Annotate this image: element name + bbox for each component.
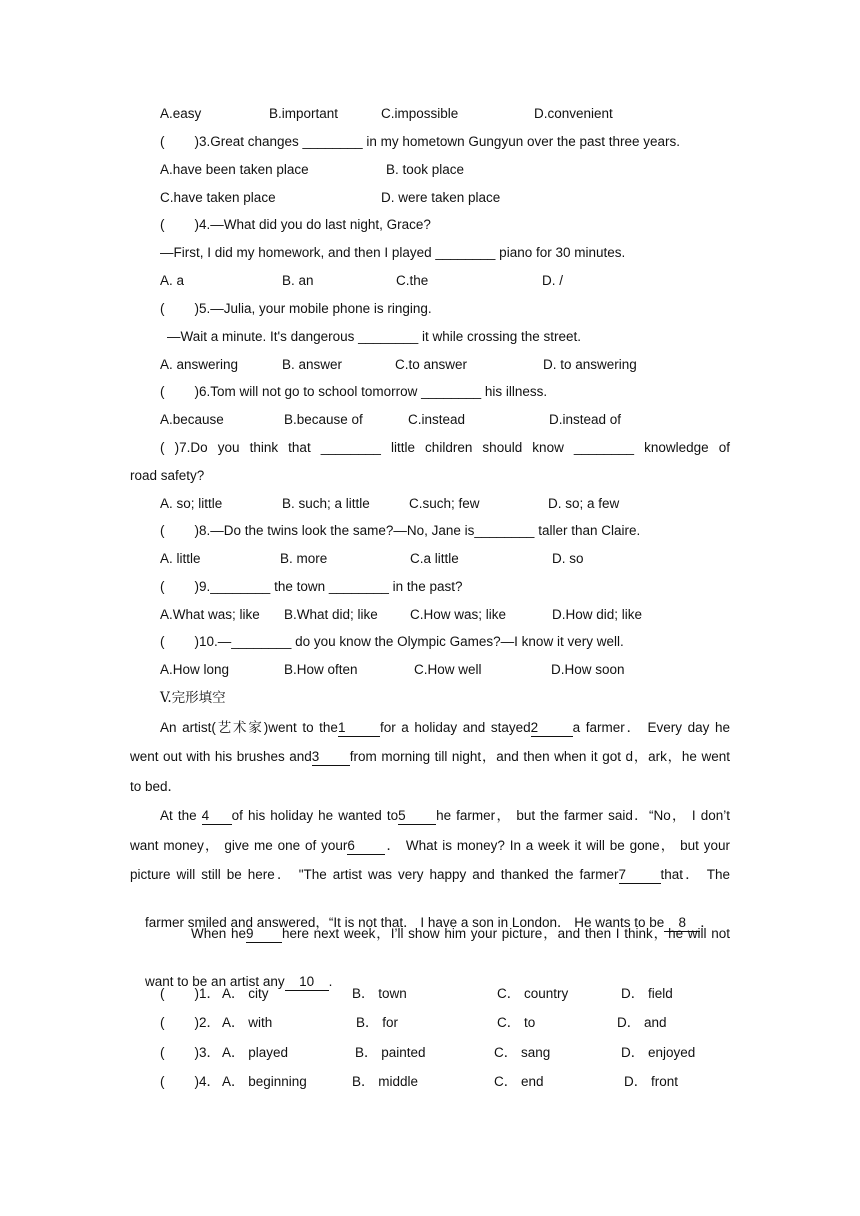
blank-8[interactable]: 8 [664,915,700,932]
blank-2[interactable]: 2 [531,720,573,737]
q10-option-d: D.How soon [551,662,625,677]
q3-option-a: A.have been taken place [160,162,309,177]
cloze-q4-option-a: A． beginning [222,1074,307,1089]
q6-option-b: B.because of [284,412,363,427]
q10-option-b: B.How often [284,662,358,677]
cloze-p1-line3: to bed． [130,779,182,794]
q5-stem-reply: —Wait a minute. It's dangerous ________ it while crossing the street. [167,329,582,344]
q5-stem: ( )5.—Julia, your mobile phone is ringing. [160,301,432,316]
cloze-q3-option-b: B． painted [355,1045,426,1060]
cloze-q1-number: ( )1． [160,986,221,1001]
q5-option-a: A. answering [160,357,239,372]
q6-option-d: D.instead of [549,412,622,427]
q6-stem: ( )6.Tom will not go to school tomorrow ________ his illness. [160,384,548,399]
q7-option-b: B. such; a little [282,496,370,511]
q2-option-d: D.convenient [534,106,613,121]
q8-option-c: C.a little [410,551,459,566]
cloze-q1-option-d: D． field [621,986,673,1001]
q9-option-c: C.How was; like [410,607,507,622]
cloze-q4-number: ( )4． [160,1074,221,1089]
q10-stem: ( )10.—________ do you know the Olympic Games?—I know it very well. [160,634,624,649]
q4-option-b: B. an [282,273,314,288]
cloze-q2-option-c: C． to [497,1015,536,1030]
cloze-q1-option-b: B． town [352,986,407,1001]
blank-4[interactable]: 4 [202,808,232,825]
q9-option-a: A.What was; like [160,607,260,622]
section-heading: V.完形填空 [160,690,226,706]
cloze-q3-option-c: C． sang [494,1045,551,1060]
cloze-q2-option-d: D． and [617,1015,667,1030]
q8-option-d: D. so [552,551,584,566]
q2-option-c: C.impossible [381,106,459,121]
blank-7[interactable]: 7 [619,867,661,884]
cloze-p3-line2: want to be an artist any 10 . [145,974,333,989]
q7-option-c: C.such; few [409,496,480,511]
cloze-q2-option-b: B． for [356,1015,399,1030]
q6-option-a: A.because [160,412,224,427]
blank-10[interactable]: 10 [285,974,329,991]
q9-option-b: B.What did; like [284,607,378,622]
cloze-q4-option-c: C． end [494,1074,544,1089]
q9-stem: ( )9.________ the town ________ in the past? [160,579,463,594]
cloze-p1-line1: An artist(艺术家)went to the1 for a holiday and stayed2 a farmer． Every day he [160,720,730,736]
q8-option-a: A. little [160,551,201,566]
q5-option-c: C.to answer [395,357,468,372]
cloze-p2-line1: At the 4 of his holiday he wanted to5 he farmer， but the farmer said．“No， I don’t [160,808,730,823]
q8-stem: ( )8.—Do the twins look the same?—No, Jane is________ taller than Claire. [160,523,641,538]
cloze-q2-option-a: A． with [222,1015,273,1030]
q2-option-a: A.easy [160,106,202,121]
q7-stem-cont: road safety? [130,468,205,483]
q8-option-b: B. more [280,551,328,566]
q4-option-c: C.the [396,273,429,288]
q10-option-a: A.How long [160,662,230,677]
q10-option-c: C.How well [414,662,482,677]
q7-option-a: A. so; little [160,496,223,511]
q7-stem: ( )7.Do you think that ________ little children should know ________ knowledge of [160,440,730,455]
blank-9[interactable]: 9 [246,926,282,943]
cloze-p2-line3: picture will still be here． "The artist was very happy and thanked the farmer7 that． The [130,867,731,882]
blank-1[interactable]: 1 [338,720,380,737]
q5-option-d: D. to answering [543,357,637,372]
q3-stem: ( )3.Great changes ________ in my hometown Gungyun over the past three years. [160,134,681,149]
q6-option-c: C.instead [408,412,466,427]
q3-option-c: C.have taken place [160,190,276,205]
blank-5[interactable]: 5 [398,808,436,825]
cloze-q1-option-c: C． country [497,986,569,1001]
q4-stem: ( )4.—What did you do last night, Grace? [160,217,431,232]
q3-option-d: D. were taken place [381,190,501,205]
cloze-q1-option-a: A． city [222,986,269,1001]
cloze-p2-line2: want money， give me one of your6 ． What is money? In a week it will be gone， but your [130,838,730,853]
q4-option-a: A. a [160,273,185,288]
blank-6[interactable]: 6 [347,838,385,855]
cloze-q4-option-b: B． middle [352,1074,419,1089]
blank-3[interactable]: 3 [312,749,350,766]
q4-option-d: D. / [542,273,564,288]
q2-option-b: B.important [269,106,339,121]
cloze-q3-option-d: D． enjoyed [621,1045,696,1060]
cloze-p1-line2: went out with his brushes and3 from morning till night，and then when it got d，ark，he went [130,749,730,764]
q5-option-b: B. answer [282,357,343,372]
cloze-q2-number: ( )2． [160,1015,221,1030]
cloze-q4-option-d: D． front [624,1074,679,1089]
cloze-p3-line1: When he9 here next week，I’ll show him your picture，and then I think，he will not [191,926,730,941]
cloze-q3-number: ( )3． [160,1045,221,1060]
q9-option-d: D.How did; like [552,607,643,622]
q7-option-d: D. so; a few [548,496,620,511]
cloze-p2-line4: farmer smiled and answered，“It is not that． I have a son in London． He wants to be 8 ． [145,915,714,930]
q4-stem-reply: —First, I did my homework, and then I played ________ piano for 30 minutes. [160,245,626,260]
q3-option-b: B. took place [386,162,465,177]
cloze-q3-option-a: A． played [222,1045,289,1060]
